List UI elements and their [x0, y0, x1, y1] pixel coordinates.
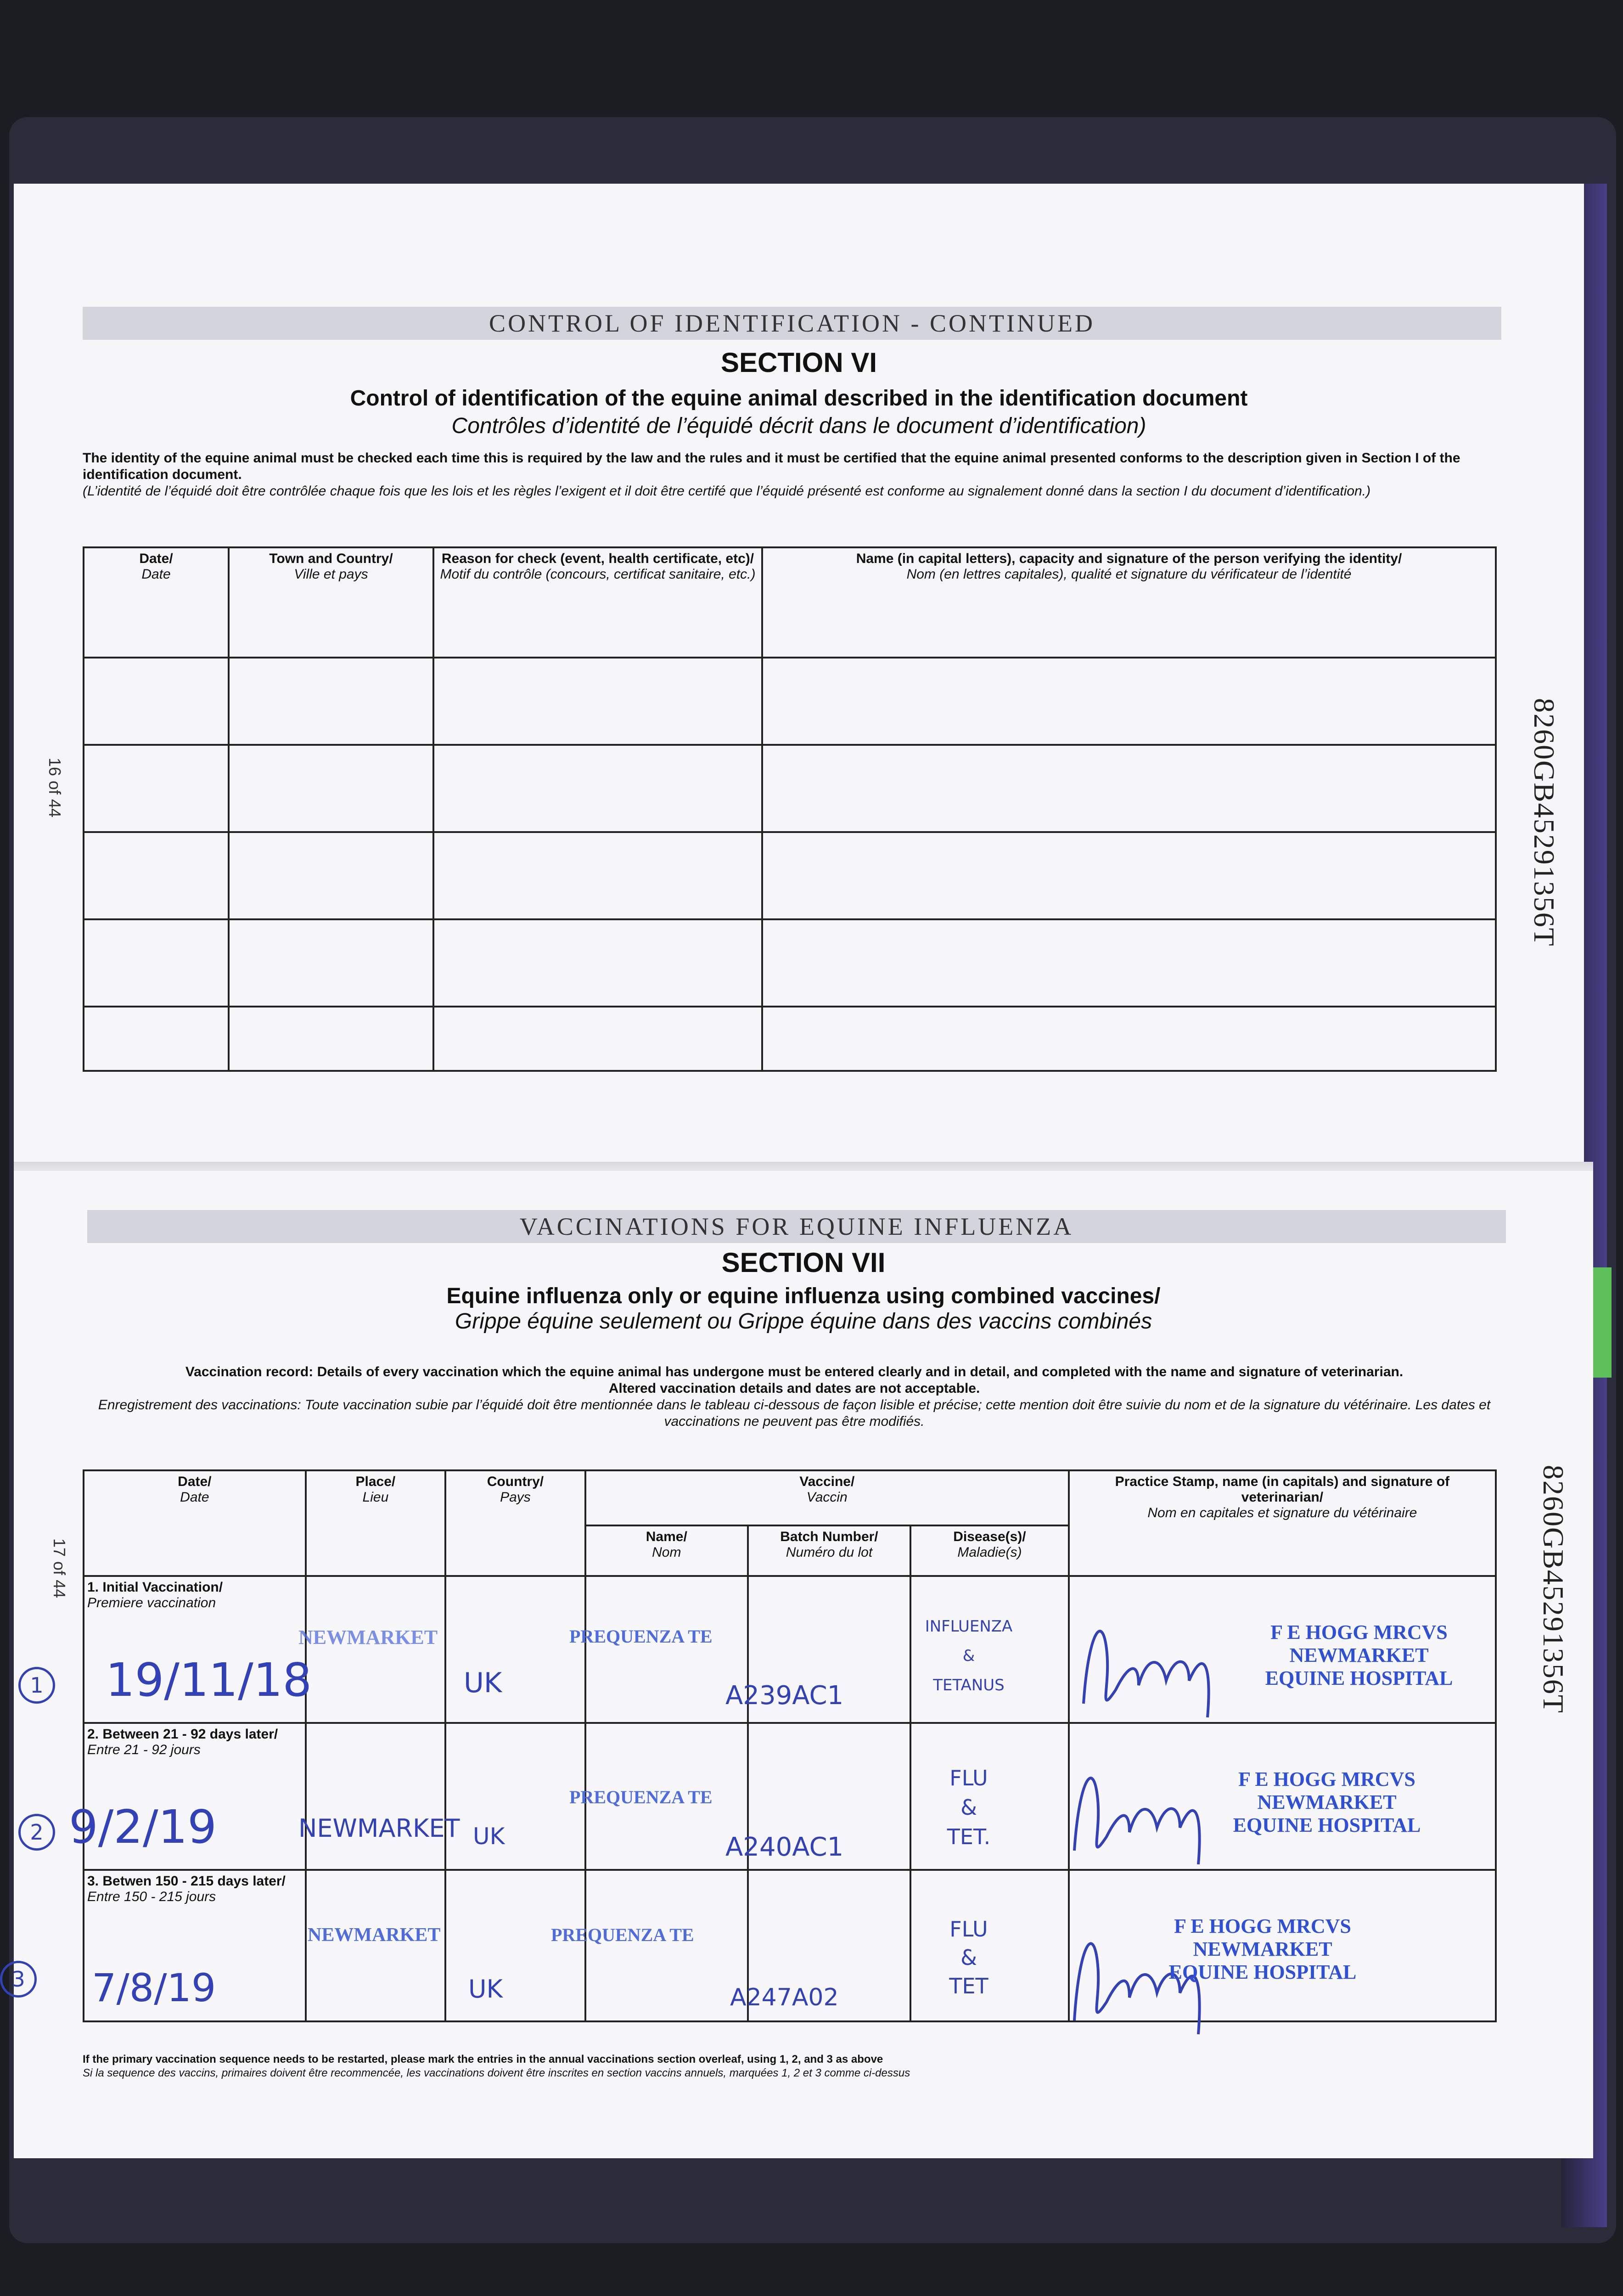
col-vaccine-name: Name/ Nom — [585, 1525, 748, 1576]
identification-table — [83, 546, 1497, 1072]
col-country: Country/ Pays — [445, 1470, 585, 1576]
vaccine-name-stamp: PREQUENZA TE — [569, 1626, 713, 1647]
col-date: Date/ Date — [84, 1470, 306, 1576]
country: UK — [473, 1823, 505, 1850]
col-date: Date/ Date — [84, 547, 229, 658]
footnote-en: If the primary vaccination sequence needs to be restarted, please mark the entries in the annual vaccinations section overleaf, using 1, 2, and 3 as above — [83, 2053, 883, 2065]
sequence-marker: 1 — [18, 1667, 55, 1704]
section-title: SECTION VII — [721, 1247, 886, 1278]
practice-stamp: F E HOGG MRCVS NEWMARKET EQUINE HOSPITAL — [1168, 1915, 1357, 1983]
row-label: 2. Between 21 - 92 days later/ Entre 21 - 92 jours — [84, 1723, 306, 1870]
document-id: 8260GB45291356T — [1537, 1465, 1570, 1714]
instruction-block — [92, 1364, 1497, 1430]
vaccine-name-stamp: PREQUENZA TE — [551, 1925, 694, 1945]
col-verifier: Name (in capital letters), capacity and signature of the person verifying the identity/ Nom (en lettres capitales), qualité et signature du vérificateur de l’identité — [762, 547, 1496, 658]
section-subtitle-fr: Grippe équine seulement ou Grippe équine dans des vaccins combinés — [455, 1309, 1152, 1334]
section-banner: VACCINATIONS FOR EQUINE INFLUENZA — [87, 1210, 1506, 1243]
vaccine-name-stamp: PREQUENZA TE — [569, 1787, 713, 1807]
practice-stamp: F E HOGG MRCVS NEWMARKET EQUINE HOSPITAL — [1265, 1621, 1453, 1689]
sequence-marker: 2 — [18, 1814, 55, 1851]
table-row — [84, 832, 1496, 919]
col-vaccine: Vaccine/ Vaccin — [585, 1470, 1069, 1525]
disease: INFLUENZA & TETANUS — [925, 1617, 1013, 1694]
footnote — [83, 2053, 1460, 2080]
page-number: 17 of 44 — [50, 1538, 69, 1598]
instruction-en-2: Altered vaccination details and dates are not acceptable. — [608, 1381, 980, 1396]
col-reason: Reason for check (event, health certificate, etc)/ Motif du contrôle (concours, certificat sanitaire, etc.) — [433, 547, 762, 658]
practice-stamp: F E HOGG MRCVS NEWMARKET EQUINE HOSPITAL — [1233, 1768, 1421, 1836]
country: UK — [468, 1975, 503, 2003]
country: UK — [464, 1667, 502, 1699]
col-stamp: Practice Stamp, name (in capitals) and signature of veterinarian/ Nom en capitales et signature du vétérinaire — [1069, 1470, 1496, 1576]
batch-number: A247A02 — [730, 1984, 839, 2011]
section-subtitle-en: Equine influenza only or equine influenza using combined vaccines/ — [446, 1284, 1161, 1308]
vet-signature — [1070, 1598, 1244, 1736]
vaccination-date: 7/8/19 — [92, 1965, 216, 2010]
vaccination-date: 19/11/18 — [106, 1653, 312, 1707]
section-title: SECTION VI — [720, 347, 877, 378]
instruction-fr: Enregistrement des vaccinations: Toute vaccination subie par l’équidé doit être mentionnée dans le tableau ci-dessous de façon lisible et précise; cette mention doit être suivie du nom et de la signature du vétérinaire. Les dates et vaccinations ne peuvent pas être modifiés. — [98, 1397, 1491, 1429]
table-row — [84, 745, 1496, 832]
row-label: 3. Betwen 150 - 215 days later/ Entre 150 - 215 jours — [84, 1870, 306, 2021]
document-id: 8260GB45291356T — [1528, 698, 1561, 947]
col-batch: Batch Number/ Numéro du lot — [748, 1525, 910, 1576]
place: NEWMARKET — [298, 1814, 460, 1843]
col-disease: Disease(s)/ Maladie(s) — [910, 1525, 1069, 1576]
instruction-block — [83, 450, 1497, 500]
disease: FLU & TET — [949, 1917, 988, 1998]
section-subtitle-fr: Contrôles d’identité de l’équidé décrit dans le document d’identification) — [451, 414, 1146, 438]
instruction-en-1: Vaccination record: Details of every vaccination which the equine animal has undergone must be entered clearly and in detail, and completed with the name and signature of veterinarian. — [185, 1364, 1404, 1379]
table-row — [84, 658, 1496, 745]
place-stamp: NEWMARKET — [298, 1626, 438, 1649]
place-stamp: NEWMARKET — [308, 1925, 441, 1946]
instruction-fr: (L’identité de l’équidé doit être contrôlée chaque fois que les lois et les règles l’exigent et il doit être certifé que l’équidé présenté est conforme au signalement donné dans la section I du document d’identification.) — [83, 484, 1371, 499]
page-number: 16 of 44 — [45, 758, 64, 818]
table-row — [84, 1007, 1496, 1071]
batch-number: A240AC1 — [725, 1832, 844, 1862]
sequence-marker: 3 — [0, 1961, 37, 1998]
instruction-en: The identity of the equine animal must be checked each time this is required by the law and the rules and it must be certified that the equine animal presented conforms to the description given in Section I of the identification document. — [83, 450, 1460, 482]
vaccination-date: 9/2/19 — [69, 1800, 217, 1854]
bottom-page — [11, 1171, 1593, 2158]
col-town-country: Town and Country/ Ville et pays — [229, 547, 433, 658]
col-place: Place/ Lieu — [306, 1470, 445, 1576]
section-banner: CONTROL OF IDENTIFICATION - CONTINUED — [83, 307, 1501, 340]
footnote-fr: Si la sequence des vaccins, primaires doivent être recommencée, les vaccinations doivent être inscrites en section vaccins annuels, marquées 1, 2 et 3 comme ci-dessus — [83, 2067, 910, 2079]
disease: FLU & TET. — [947, 1766, 991, 1849]
top-page — [14, 184, 1584, 1171]
row-label: 1. Initial Vaccination/ Premiere vaccination — [84, 1576, 306, 1723]
table-row — [84, 919, 1496, 1007]
batch-number: A239AC1 — [725, 1681, 844, 1711]
section-subtitle-en: Control of identification of the equine animal described in the identification document — [350, 386, 1248, 411]
